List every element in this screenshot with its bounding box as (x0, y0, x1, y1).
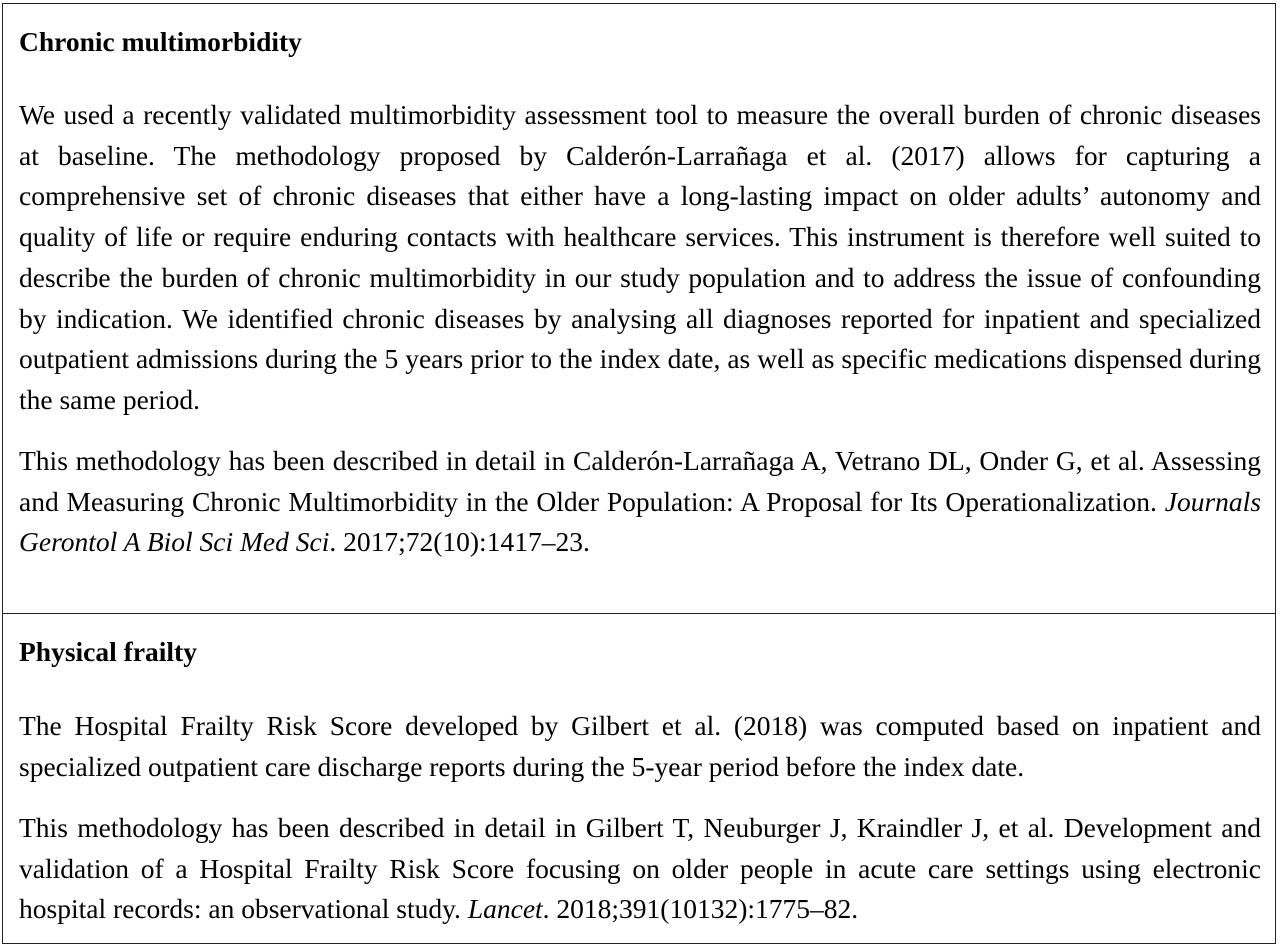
reference-paragraph (19, 808, 1261, 930)
section-chronic-multimorbidity (3, 4, 1275, 614)
reference-text: This methodology has been described in detail in Gilbert T, Neuburger J, Kraindler J, et al. Development and validation of a Hospital Frailty Risk Score focusing on older people in acute care settings using electronic hospital records: an observational study. (19, 812, 1261, 925)
reference-journal: Journals Gerontol A Biol Sci Med Sci (19, 485, 1262, 558)
reference-citation: . 2017;72(10):1417–23. (329, 526, 590, 558)
section-paragraph: The Hospital Frailty Risk Score developed by Gilbert et al. (2018) was computed based on inpatient and specialized outpatient care discharge reports during the 5-year period before the index date. (19, 710, 1261, 782)
reference-citation: . 2018;391(10132):1775–82. (542, 893, 859, 925)
section-heading: Chronic multimorbidity (19, 26, 302, 57)
reference-paragraph (19, 441, 1261, 563)
section-physical-frailty (3, 614, 1275, 943)
reference-text: This methodology has been described in detail in Calderón-Larrañaga A, Vetrano DL, Onder G, et al. Assessing and Measuring Chronic Multimorbidity in the Older Population: A Proposal for Its Operationalization. (19, 445, 1261, 517)
reference-journal: Lancet (467, 893, 543, 925)
section-paragraph: We used a recently validated multimorbidity assessment tool to measure the overall burden of chronic diseases at baseline. The methodology proposed by Calderón-Larrañaga et al. (2017) allows for capturing a comprehensive set of chronic diseases that either have a long-lasting impact on older adults’ autonomy and quality of life or require enduring contacts with healthcare services. This instrument is therefore well suited to describe the burden of chronic multimorbidity in our study population and to address the issue of confounding by indication. We identified chronic diseases by analysing all diagnoses reported for inpatient and specialized outpatient admissions during the 5 years prior to the index date, as well as specific medications dispensed during the same period. (19, 99, 1261, 415)
methods-table (2, 3, 1276, 944)
section-heading: Physical frailty (19, 636, 197, 667)
